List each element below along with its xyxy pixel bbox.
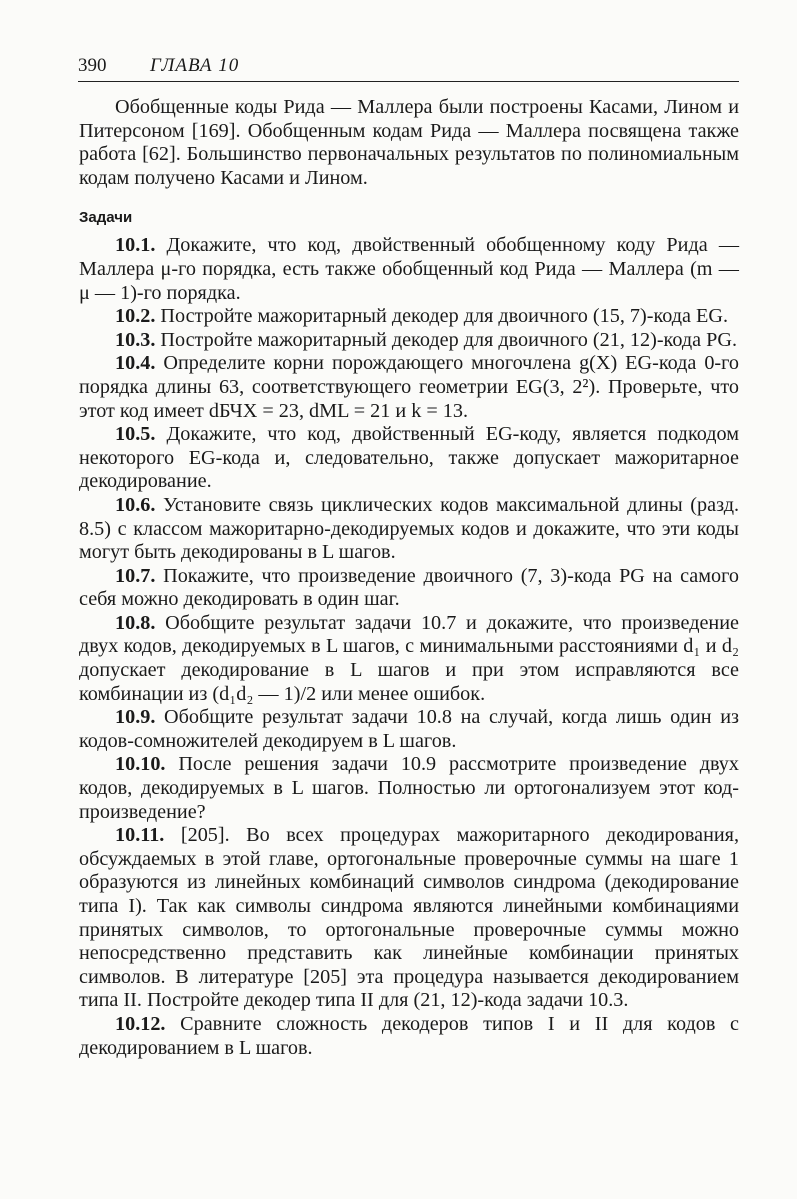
problem-text: Установите связь циклических кодов максимальной длины (разд. 8.5) с классом мажоритарно-декодируемых кодов и докажите, что эти коды могут быть декодированы в L шагов. <box>79 493 740 564</box>
problem-number: 10.3. <box>115 328 156 351</box>
problem-text: Обобщите результат задачи 10.8 на случай, когда лишь один из кодов-сомножителей декодируем в L шагов. <box>79 706 739 752</box>
problem-text: Определите корни порождающего многочлена g(X) EG-кода 0-го порядка длины 63, соответствующего геометрии EG(3, 2²). Проверьте, что этот код имеет dБЧХ = 23, dML = 21 и k = 13. <box>79 352 740 422</box>
problem-item <box>79 305 739 329</box>
problem-number: 10.9. <box>115 706 156 729</box>
problem-number: 10.2. <box>115 305 156 328</box>
problem-number: 10.1. <box>115 234 156 257</box>
chapter-title: ГЛАВА 10 <box>150 55 240 76</box>
problem-item <box>79 234 739 305</box>
problem-number: 10.6. <box>115 493 156 516</box>
problem-item <box>79 565 739 612</box>
problem-text: Постройте мажоритарный декодер для двоичного (15, 7)-кода EG. <box>160 305 728 328</box>
page-body <box>79 96 739 1060</box>
problem-item <box>79 494 739 565</box>
problem-item <box>79 352 739 423</box>
problem-number: 10.11. <box>115 824 165 847</box>
problem-text: Постройте мажоритарный декодер для двоичного (21, 12)-кода PG. <box>160 328 737 351</box>
problem-text: [205]. Во всех процедурах мажоритарного декодирования, обсуждаемых в этой главе, ортогональные проверочные суммы на шаге 1 образуются из линейных комбинаций символов синдрома (декодирование типа I). Так как символы синдрома являются линейными комбинациями принятых символов, то ортогональные проверочные суммы можно непосредственно представить как линейные комбинации принятых символов. В литературе [205] эта процедура называется декодированием типа II. Постройте декодер типа II для (21, 12)-кода задачи 10.3. <box>79 824 740 1012</box>
problem-item <box>79 706 739 753</box>
problem-text: После решения задачи 10.9 рассмотрите произведение двух кодов, декодируемых в L шагов. Полностью ли ортогонализуем этот код-произведение? <box>79 753 739 823</box>
problem-number: 10.4. <box>115 352 156 375</box>
problem-text: Обобщите результат задачи 10.7 и докажите, что произведение двух кодов, декодируемых в L шагов, с минимальными расстояниями d₁ и d₂ допускает декодирование в L шагов и при этом исправляются все комбинации из (d₁d₂ — 1)/2 или менее ошибок. <box>79 611 740 705</box>
problem-list <box>79 234 739 1060</box>
problem-number: 10.10. <box>115 753 166 776</box>
problem-number: 10.12. <box>115 1012 166 1035</box>
problem-text: Сравните сложность декодеров типов I и II для кодов с декодированием в L шагов. <box>79 1012 740 1059</box>
problem-text: Докажите, что код, двойственный обобщенному коду Рида — Маллера μ-го порядка, есть также обобщенный код Рида — Маллера (m — μ — 1)-го порядка. <box>79 234 740 304</box>
problem-item <box>79 612 739 706</box>
problem-number: 10.8. <box>115 611 156 634</box>
problem-number: 10.7. <box>115 564 156 587</box>
problem-number: 10.5. <box>115 423 156 446</box>
header-rule <box>78 81 739 82</box>
problem-text: Докажите, что код, двойственный EG-коду, является подкодом некоторого EG-кода и, следовательно, также допускает мажоритарное декодирование. <box>79 423 740 493</box>
problem-item <box>79 824 739 1013</box>
intro-paragraph: Обобщенные коды Рида — Маллера были построены Касами, Лином и Питерсоном [169]. Обобщенным кодам Рида — Маллера посвящена также работа [62]. Большинство первоначальных результатов по полиномиальным кодам получено Касами и Лином. <box>79 96 739 189</box>
problem-item <box>79 329 739 353</box>
page-header <box>78 52 738 80</box>
problem-item <box>79 753 739 824</box>
page-number: 390 <box>78 55 107 76</box>
problem-item <box>79 1013 739 1060</box>
problem-item <box>79 423 739 494</box>
section-heading: Задачи <box>79 209 133 227</box>
problem-text: Покажите, что произведение двоичного (7, 3)-кода PG на самого себя можно декодировать в один шаг. <box>79 564 739 611</box>
